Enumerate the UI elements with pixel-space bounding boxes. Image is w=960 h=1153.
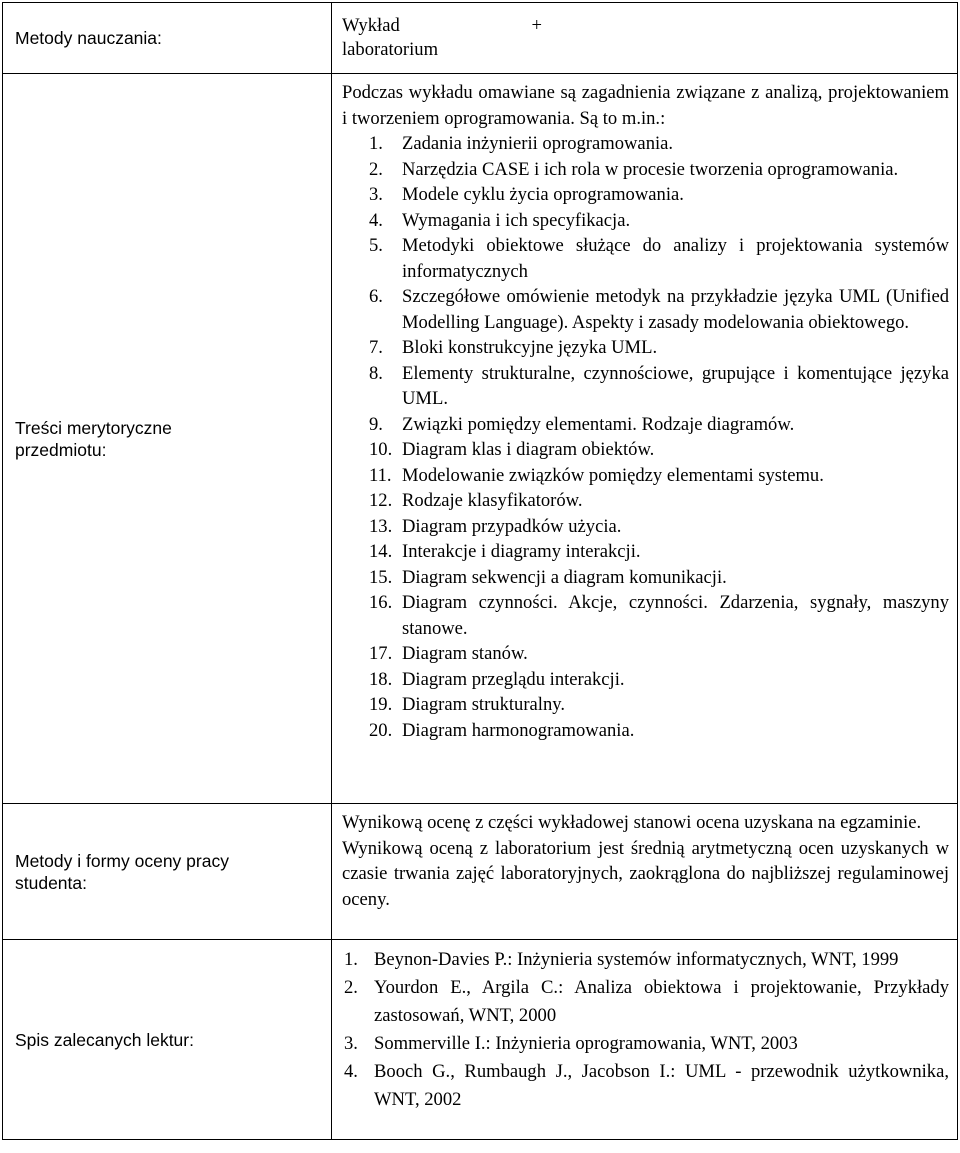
assessment-lecture-text: Wynikową ocenę z części wykładowej stanowi ocena uzyskana na egzaminie.: [342, 812, 922, 833]
list-item: 3. Sommerville I.: Inżynieria oprogramowania, WNT, 2003: [344, 1033, 798, 1054]
list-item: 16. Diagram czynności. Akcje, czynności. Zdarzenia, sygnały, maszyny stanowe.: [369, 592, 949, 639]
list-item: 8. Elementy strukturalne, czynnościowe, grupujące i komentujące języka UML.: [369, 362, 949, 409]
list-item: 9. Związki pomiędzy elementami. Rodzaje diagramów.: [369, 413, 795, 435]
list-item: 11. Modelowanie związków pomiędzy elementami systemu.: [369, 464, 824, 486]
course-info-table: [2, 2, 958, 1140]
list-item: 7. Bloki konstrukcyjne języka UML.: [369, 337, 658, 358]
list-item: 14. Interakcje i diagramy interakcji.: [369, 541, 641, 562]
topics-list: [342, 131, 949, 743]
list-item: 10. Diagram klas i diagram obiektów.: [369, 439, 655, 460]
methods-row: [3, 3, 958, 74]
list-item: 13. Diagram przypadków użycia.: [369, 515, 622, 537]
assessment-lab-text: Wynikową oceną z laboratorium jest średnią arytmetyczną ocen uzyskanych w czasie trwania zajęć laboratoryjnych, zaokrąglona do najbliższej regulaminowej oceny.: [342, 837, 949, 910]
content-intro: Podczas wykładu omawiane są zagadnienia związane z analizą, projektowaniem i tworzeniem oprogramowania. Są to m.in.:: [342, 82, 949, 129]
list-item: 17. Diagram stanów.: [369, 643, 528, 664]
methods-value-lecture: Wykład: [342, 15, 400, 36]
literature-list: [342, 946, 949, 1114]
assessment-row: [3, 804, 958, 940]
methods-label: Metody nauczania:: [3, 3, 332, 74]
methods-value: [332, 3, 958, 74]
list-item: 20. Diagram harmonogramowania.: [369, 719, 635, 741]
methods-value-lab: laboratorium: [342, 39, 439, 60]
content-row: [3, 74, 958, 804]
list-item: 4. Wymagania i ich specyfikacja.: [369, 209, 631, 231]
list-item: 2. Narzędzia CASE i ich rola w procesie tworzenia oprogramowania.: [369, 158, 899, 180]
list-item: 19. Diagram strukturalny.: [369, 694, 565, 715]
list-item: 15. Diagram sekwencji a diagram komunikacji.: [369, 566, 727, 588]
content-value: [332, 74, 958, 804]
list-item: 4. Booch G., Rumbaugh J., Jacobson I.: UML - przewodnik użytkownika, WNT, 2002: [344, 1061, 949, 1110]
list-item: 5. Metodyki obiektowe służące do analizy i projektowania systemów informatycznych: [369, 235, 949, 282]
content-label: Treści merytoryczne przedmiotu:: [3, 74, 332, 804]
assessment-label: Metody i formy oceny pracy studenta:: [3, 804, 332, 940]
list-item: 12. Rodzaje klasyfikatorów.: [369, 490, 583, 511]
assessment-value: [332, 804, 958, 940]
literature-value: [332, 940, 958, 1140]
literature-row: [3, 940, 958, 1140]
list-item: 3. Modele cyklu życia oprogramowania.: [369, 184, 684, 205]
list-item: 2. Yourdon E., Argila C.: Analiza obiektowa i projektowanie, Przykłady zastosowań, WNT, 2000: [344, 977, 949, 1026]
methods-value-plus: +: [531, 15, 542, 36]
literature-label: Spis zalecanych lektur:: [3, 940, 332, 1140]
list-item: 1. Zadania inżynierii oprogramowania.: [369, 133, 674, 154]
list-item: 18. Diagram przeglądu interakcji.: [369, 668, 625, 690]
list-item: 1. Beynon-Davies P.: Inżynieria systemów informatycznych, WNT, 1999: [344, 949, 899, 970]
list-item: 6. Szczegółowe omówienie metodyk na przykładzie języka UML (Unified Modelling Language). Aspekty i zasady modelowania obiektowego.: [369, 286, 949, 333]
